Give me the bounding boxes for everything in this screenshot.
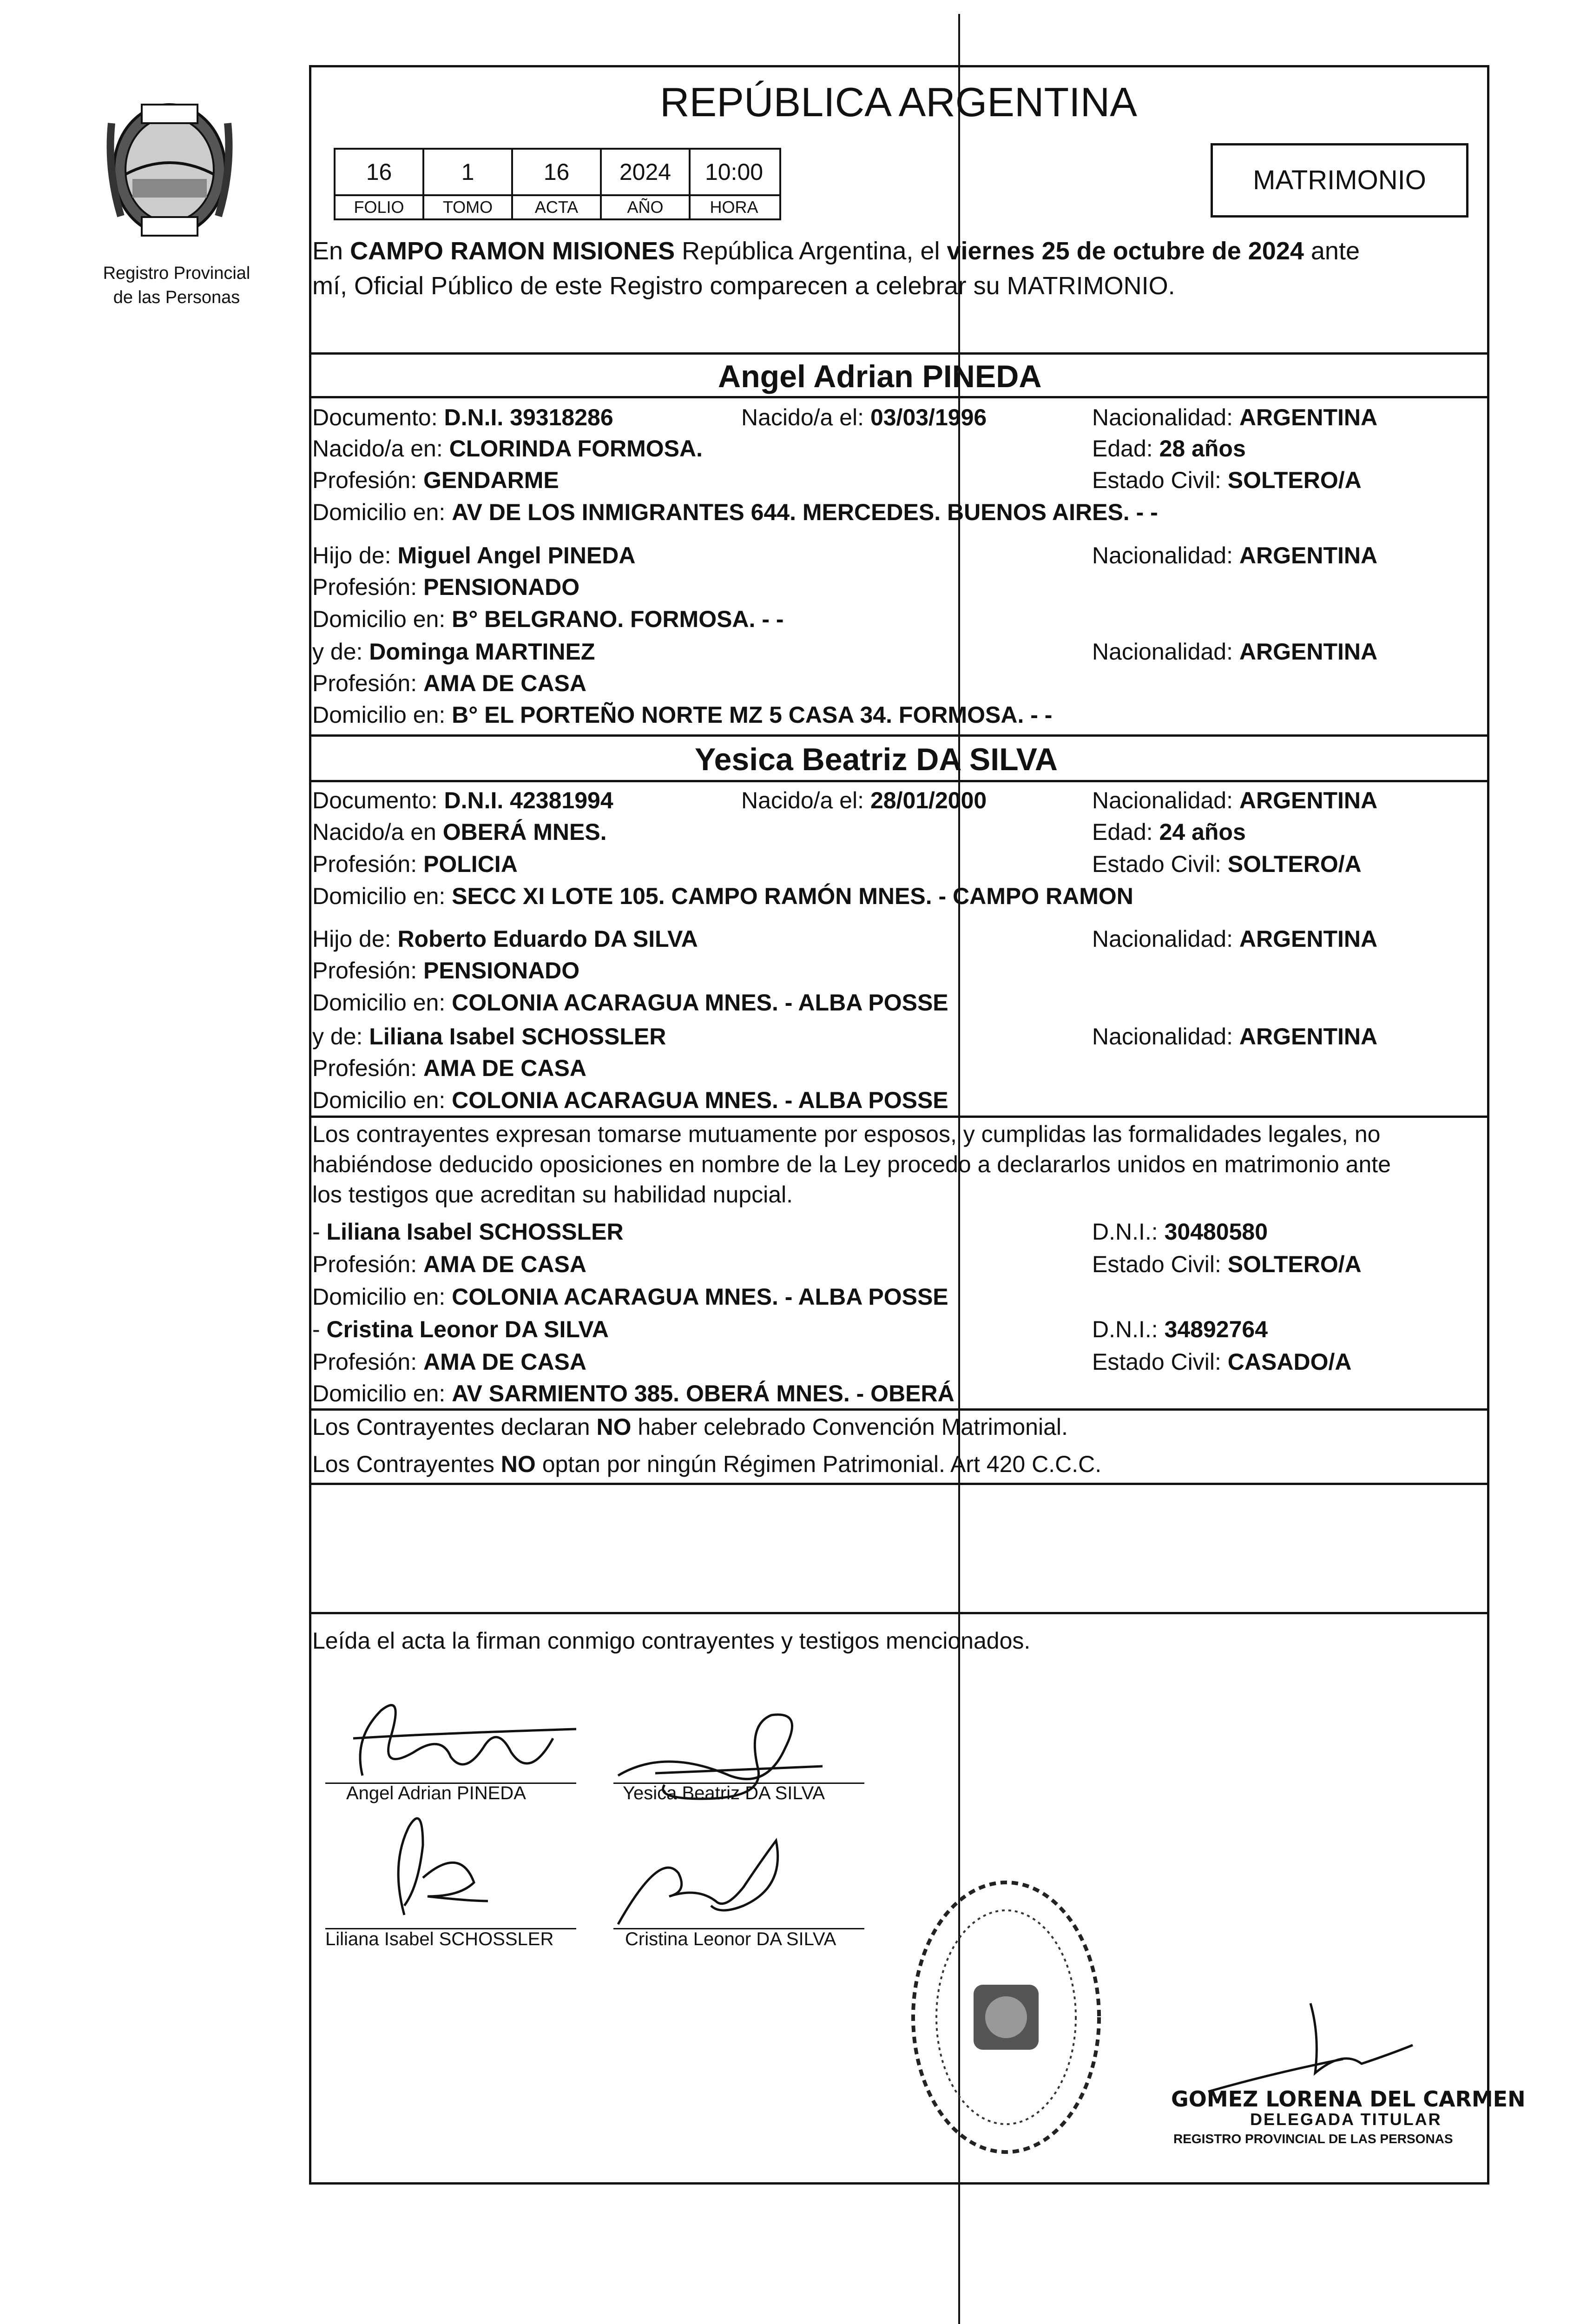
spouse1-birthdate: Nacido/a el: 03/03/1996	[741, 404, 987, 430]
declaration-line-3: los testigos que acreditan su habilidad nupcial.	[312, 1182, 793, 1208]
official-name: GOMEZ LORENA DEL CARMEN	[1171, 2086, 1526, 2112]
witness1-civil-status: Estado Civil: SOLTERO/A	[1092, 1251, 1362, 1277]
spouse1-father: Hijo de: Miguel Angel PINEDA	[312, 542, 636, 568]
spouse2-profession: Profesión: POLICIA	[312, 851, 518, 877]
frame-right-border	[1487, 65, 1489, 2185]
conventions-line-2: Los Contrayentes NO optan por ningún Régimen Patrimonial. Art 420 C.C.C.	[312, 1451, 1102, 1477]
spouse1-name: Angel Adrian PINEDA	[718, 359, 1042, 394]
spouse2-document: Documento: D.N.I. 42381994	[312, 787, 613, 813]
spouse2-father-nationality: Nacionalidad: ARGENTINA	[1092, 926, 1378, 952]
intro-text-1: En	[312, 237, 350, 265]
spouse2-birthdate: Nacido/a el: 28/01/2000	[741, 787, 987, 813]
witness2-address: Domicilio en: AV SARMIENTO 385. OBERÁ MNES. - OBERÁ	[312, 1380, 955, 1406]
spouse1-mother-nationality: Nacionalidad: ARGENTINA	[1092, 639, 1378, 665]
spouse1-document: Documento: D.N.I. 39318286	[312, 404, 613, 430]
act-type: MATRIMONIO	[1253, 165, 1426, 195]
intro-line-2: mí, Oficial Público de este Registro comparecen a celebrar su MATRIMONIO.	[312, 272, 1175, 300]
record-table-values	[336, 150, 779, 194]
witness1-profession: Profesión: AMA DE CASA	[312, 1251, 586, 1277]
frame-top-border	[309, 65, 1489, 67]
spouse2-father-profession: Profesión: PENSIONADO	[312, 957, 580, 984]
hour-value: 10:00	[704, 159, 764, 185]
spouse1-top-rule	[309, 352, 1489, 355]
intro-text-3: ante	[1304, 237, 1360, 265]
spouse2-mother-nationality: Nacionalidad: ARGENTINA	[1092, 1023, 1378, 1050]
conventions-line-1: Los Contrayentes declaran NO haber celebrado Convención Matrimonial.	[312, 1414, 1068, 1440]
official-title: DELEGADA TITULAR	[1250, 2110, 1442, 2129]
signature-4	[604, 1831, 799, 1934]
closing-top-rule	[309, 1612, 1489, 1614]
spouse2-mother-profession: Profesión: AMA DE CASA	[312, 1055, 586, 1081]
hour-label: HORA	[710, 198, 758, 217]
signature-label-3: Liliana Isabel SCHOSSLER	[325, 1929, 554, 1949]
act-type-box	[1211, 143, 1468, 218]
spouse2-age: Edad: 24 años	[1092, 819, 1246, 845]
record-table	[334, 148, 781, 220]
spouse1-mother-address: Domicilio en: B° EL PORTEÑO NORTE MZ 5 CASA 34. FORMOSA. - -	[312, 702, 1053, 728]
declaration-top-rule	[309, 1116, 1489, 1118]
witness2-dni: D.N.I.: 34892764	[1092, 1316, 1268, 1342]
folio-label: FOLIO	[336, 196, 424, 220]
spouse1-nationality: Nacionalidad: ARGENTINA	[1092, 404, 1378, 430]
witness2-civil-status: Estado Civil: CASADO/A	[1092, 1349, 1352, 1375]
intro-text-2: República Argentina, el	[675, 237, 947, 265]
spouse2-address: Domicilio en: SECC XI LOTE 105. CAMPO RAMÓN MNES. - CAMPO RAMON	[312, 883, 1133, 909]
tomo-label: TOMO	[424, 196, 513, 220]
spouse1-address: Domicilio en: AV DE LOS INMIGRANTES 644. MERCEDES. BUENOS AIRES. - -	[312, 499, 1158, 525]
spouse2-mother: y de: Liliana Isabel SCHOSSLER	[312, 1023, 666, 1050]
spouse1-father-address: Domicilio en: B° BELGRANO. FORMOSA. - -	[312, 606, 784, 632]
spouse1-name-rule	[309, 396, 1489, 398]
witness1-dni: D.N.I.: 30480580	[1092, 1219, 1268, 1245]
witness2-profession: Profesión: AMA DE CASA	[312, 1349, 586, 1375]
acta-label: ACTA	[513, 196, 602, 220]
spouse1-birthplace: Nacido/a en: CLORINDA FORMOSA.	[312, 436, 703, 462]
conventions-top-rule	[309, 1408, 1489, 1411]
registry-name-line1: Registro Provincial	[103, 264, 250, 283]
intro-line-1	[312, 237, 1360, 265]
official-seal	[897, 1868, 1115, 2166]
spouse2-nationality: Nacionalidad: ARGENTINA	[1092, 787, 1378, 813]
frame-left-border	[309, 65, 311, 2185]
spouse1-mother: y de: Dominga MARTINEZ	[312, 639, 595, 665]
spouse2-name: Yesica Beatriz DA SILVA	[695, 742, 1058, 777]
spouse1-civil-status: Estado Civil: SOLTERO/A	[1092, 467, 1362, 493]
signature-1	[335, 1683, 595, 1794]
witness1-name: - Liliana Isabel SCHOSSLER	[312, 1219, 624, 1245]
signature-label-1: Angel Adrian PINEDA	[346, 1783, 526, 1803]
spouse2-birthplace: Nacido/a en OBERÁ MNES.	[312, 819, 607, 845]
spouse2-civil-status: Estado Civil: SOLTERO/A	[1092, 851, 1362, 877]
spouse1-age: Edad: 28 años	[1092, 436, 1246, 462]
declaration-line-2: habiéndose deducido oposiciones en nombre de la Ley procedo a declararlos unidos en matrimonio ante	[312, 1151, 1391, 1177]
official-registry: REGISTRO PROVINCIAL DE LAS PERSONAS	[1173, 2132, 1453, 2146]
intro-place: CAMPO RAMON MISIONES	[350, 237, 675, 265]
spouse1-father-profession: Profesión: PENSIONADO	[312, 574, 580, 600]
signature-label-4: Cristina Leonor DA SILVA	[625, 1929, 836, 1949]
registry-name-line2: de las Personas	[113, 288, 240, 307]
folio-value: 16	[336, 150, 424, 194]
intro-date: viernes 25 de octubre de 2024	[947, 237, 1304, 265]
acta-value: 16	[513, 150, 602, 194]
spouse1-mother-profession: Profesión: AMA DE CASA	[312, 670, 586, 696]
tomo-value: 1	[424, 150, 513, 194]
spouse2-mother-address: Domicilio en: COLONIA ACARAGUA MNES. - ALBA POSSE	[312, 1087, 948, 1113]
witness2-name: - Cristina Leonor DA SILVA	[312, 1316, 609, 1342]
year-label: AÑO	[602, 196, 691, 220]
spouse2-top-rule	[309, 734, 1489, 737]
closing-statement: Leída el acta la firman conmigo contrayentes y testigos mencionados.	[312, 1628, 1031, 1654]
frame-bottom-border	[309, 2182, 1489, 2185]
province-logo	[93, 95, 246, 253]
spouse2-father: Hijo de: Roberto Eduardo DA SILVA	[312, 926, 698, 952]
signature-3	[353, 1808, 502, 1929]
country-title: REPÚBLICA ARGENTINA	[660, 79, 1137, 125]
year-value: 2024	[602, 150, 691, 194]
spouse2-father-address: Domicilio en: COLONIA ACARAGUA MNES. - ALBA POSSE	[312, 990, 948, 1016]
witness1-address: Domicilio en: COLONIA ACARAGUA MNES. - ALBA POSSE	[312, 1284, 948, 1310]
spouse1-father-nationality: Nacionalidad: ARGENTINA	[1092, 542, 1378, 568]
conventions-bottom-rule	[309, 1483, 1489, 1485]
signature-label-2: Yesica Beatriz DA SILVA	[623, 1783, 825, 1803]
spouse1-profession: Profesión: GENDARME	[312, 467, 559, 493]
declaration-line-1: Los contrayentes expresan tomarse mutuamente por esposos, y cumplidas las formalidades legales, no	[312, 1121, 1381, 1147]
record-table-labels	[336, 194, 779, 220]
spouse2-name-rule	[309, 780, 1489, 782]
